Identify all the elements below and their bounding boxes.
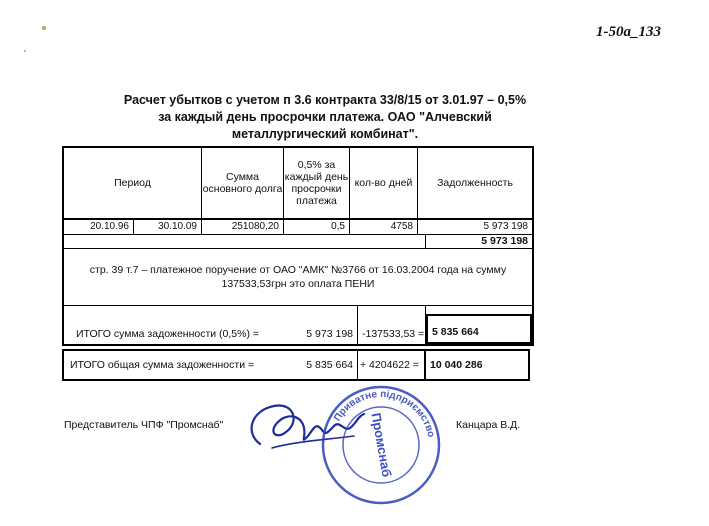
- grand-total-row: [62, 349, 530, 381]
- table-header: [64, 148, 532, 220]
- company-stamp: [318, 382, 444, 508]
- total-debt-row: [64, 306, 532, 346]
- title-line-2: за каждый день просрочки платежа. ОАО "Алчевский: [158, 110, 492, 124]
- cell-days: 4758: [350, 220, 418, 234]
- subtotal-value: 5 973 198: [481, 235, 528, 247]
- table-row: [64, 220, 532, 235]
- stamp-center-text: Промснаб: [368, 411, 395, 479]
- total-debt-minus: -137533,53 =: [358, 306, 426, 344]
- representative-label: Представитель ЧПФ "Промснаб": [64, 419, 224, 431]
- scan-speck: [24, 50, 26, 52]
- header-base-debt: Сумма основного долга: [202, 148, 284, 218]
- header-rate: 0,5% за каждый день просрочки платежа: [284, 148, 350, 218]
- subtotal-row: [64, 235, 532, 249]
- scan-speck: [42, 26, 46, 30]
- grand-total-result: 10 040 286: [430, 359, 483, 371]
- payment-note: стр. 39 т.7 – платежное поручение от ОАО "АМК" №3766 от 16.03.2004 года на сумму 137533,53грн это оплата ПЕНИ: [64, 249, 532, 306]
- grand-total-value: 5 835 664: [294, 351, 358, 379]
- document-title: [60, 92, 590, 143]
- cell-date-from: 20.10.96: [64, 220, 134, 234]
- calculation-table: [62, 146, 534, 346]
- cell-date-to: 30.10.09: [134, 220, 202, 234]
- header-days: кол-во дней: [350, 148, 418, 218]
- stamp-outer-text: Приватне підприємство: [332, 388, 437, 439]
- grand-total-plus: + 4204622 =: [358, 351, 426, 379]
- header-period: Период: [64, 148, 202, 218]
- title-line-3: металлургический комбинат".: [231, 127, 419, 141]
- subtotal-spacer: [64, 235, 426, 248]
- total-debt-result: 5 835 664: [426, 314, 532, 344]
- signer-name: Канцара В.Д.: [456, 419, 521, 431]
- page-reference: 1-50а_133: [596, 24, 661, 40]
- total-debt-value: 5 973 198: [294, 306, 358, 344]
- title-line-1: Расчет убытков с учетом п 3.6 контракта 33/8/15 от 3.01.97 – 0,5%: [123, 93, 527, 107]
- cell-rate: 0,5: [284, 220, 350, 234]
- cell-base-debt: 251080,20: [202, 220, 284, 234]
- total-debt-label: ИТОГО сумма задоженности (0,5%) =: [76, 328, 260, 340]
- header-debt: Задолженность: [437, 177, 513, 189]
- cell-debt: 5 973 198: [483, 221, 528, 232]
- grand-total-label: ИТОГО общая сумма задоженности =: [70, 359, 255, 371]
